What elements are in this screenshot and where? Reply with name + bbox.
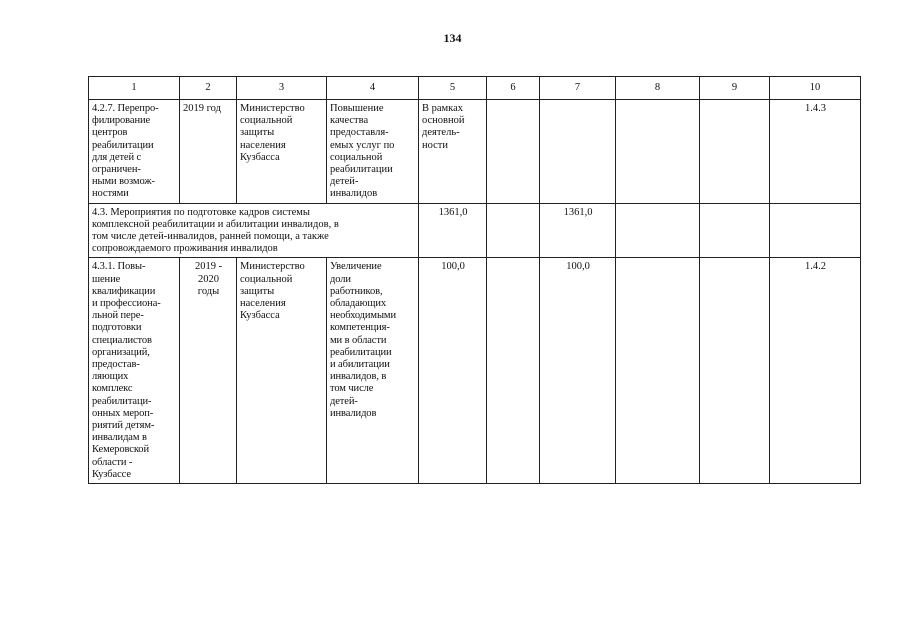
- table-row: [89, 258, 861, 484]
- indicator-cell: 1.4.3: [770, 100, 861, 204]
- funding-cell: [700, 258, 770, 484]
- page-number: 134: [443, 31, 462, 45]
- header-row: [89, 77, 861, 100]
- funding-cell: 100,0: [419, 258, 487, 484]
- funding-cell: 1361,0: [540, 203, 616, 258]
- column-header: 10: [770, 77, 861, 100]
- funding-cell: [616, 100, 700, 204]
- funding-cell: [487, 203, 540, 258]
- result-cell: Увеличение доли работников, обладающих необходимыми компетенция- ми в области реабилитации и абилитации инвалидов, в том числе детей- инвалидов: [327, 258, 419, 484]
- column-header: 6: [487, 77, 540, 100]
- column-header: 8: [616, 77, 700, 100]
- funding-cell: [540, 100, 616, 204]
- column-header: 5: [419, 77, 487, 100]
- indicator-cell: 1.4.2: [770, 258, 861, 484]
- period-cell: 2019 год: [180, 100, 237, 204]
- funding-cell: [700, 100, 770, 204]
- column-header: 1: [89, 77, 180, 100]
- measure-name-cell: 4.3.1. Повы- шение квалификации и профессиона- льной пере- подготовки специалистов организаций, предостав- ляющих комплекс реабилитаци- онных мероп- риятий детям- инвалидам в Кемеровской области - Кузбассе: [89, 258, 180, 484]
- section-title-cell: 4.3. Мероприятия по подготовке кадров системы комплексной реабилитации и абилитации инвалидов, в том числе детей-инвалидов, ранней помощи, а также сопровождаемого проживания инвалидов: [89, 203, 419, 258]
- funding-cell: [487, 258, 540, 484]
- column-header: 2: [180, 77, 237, 100]
- funding-cell: [487, 100, 540, 204]
- measures-table: [88, 76, 861, 484]
- table-row: [89, 203, 861, 258]
- table-row: [89, 100, 861, 204]
- funding-cell: [616, 203, 700, 258]
- column-header: 4: [327, 77, 419, 100]
- funding-cell: 1361,0: [419, 203, 487, 258]
- column-header: 7: [540, 77, 616, 100]
- funding-cell: [700, 203, 770, 258]
- funding-cell: В рамках основной деятель- ности: [419, 100, 487, 204]
- executor-cell: Министерство социальной защиты населения Кузбасса: [237, 100, 327, 204]
- executor-cell: Министерство социальной защиты населения Кузбасса: [237, 258, 327, 484]
- funding-cell: 100,0: [540, 258, 616, 484]
- period-cell: 2019 - 2020 годы: [180, 258, 237, 484]
- column-header: 9: [700, 77, 770, 100]
- indicator-cell: [770, 203, 861, 258]
- result-cell: Повышение качества предоставля- емых услуг по социальной реабилитации детей- инвалидов: [327, 100, 419, 204]
- funding-cell: [616, 258, 700, 484]
- measure-name-cell: 4.2.7. Перепро- филирование центров реабилитации для детей с ограничен- ными возмож- ностями: [89, 100, 180, 204]
- column-header: 3: [237, 77, 327, 100]
